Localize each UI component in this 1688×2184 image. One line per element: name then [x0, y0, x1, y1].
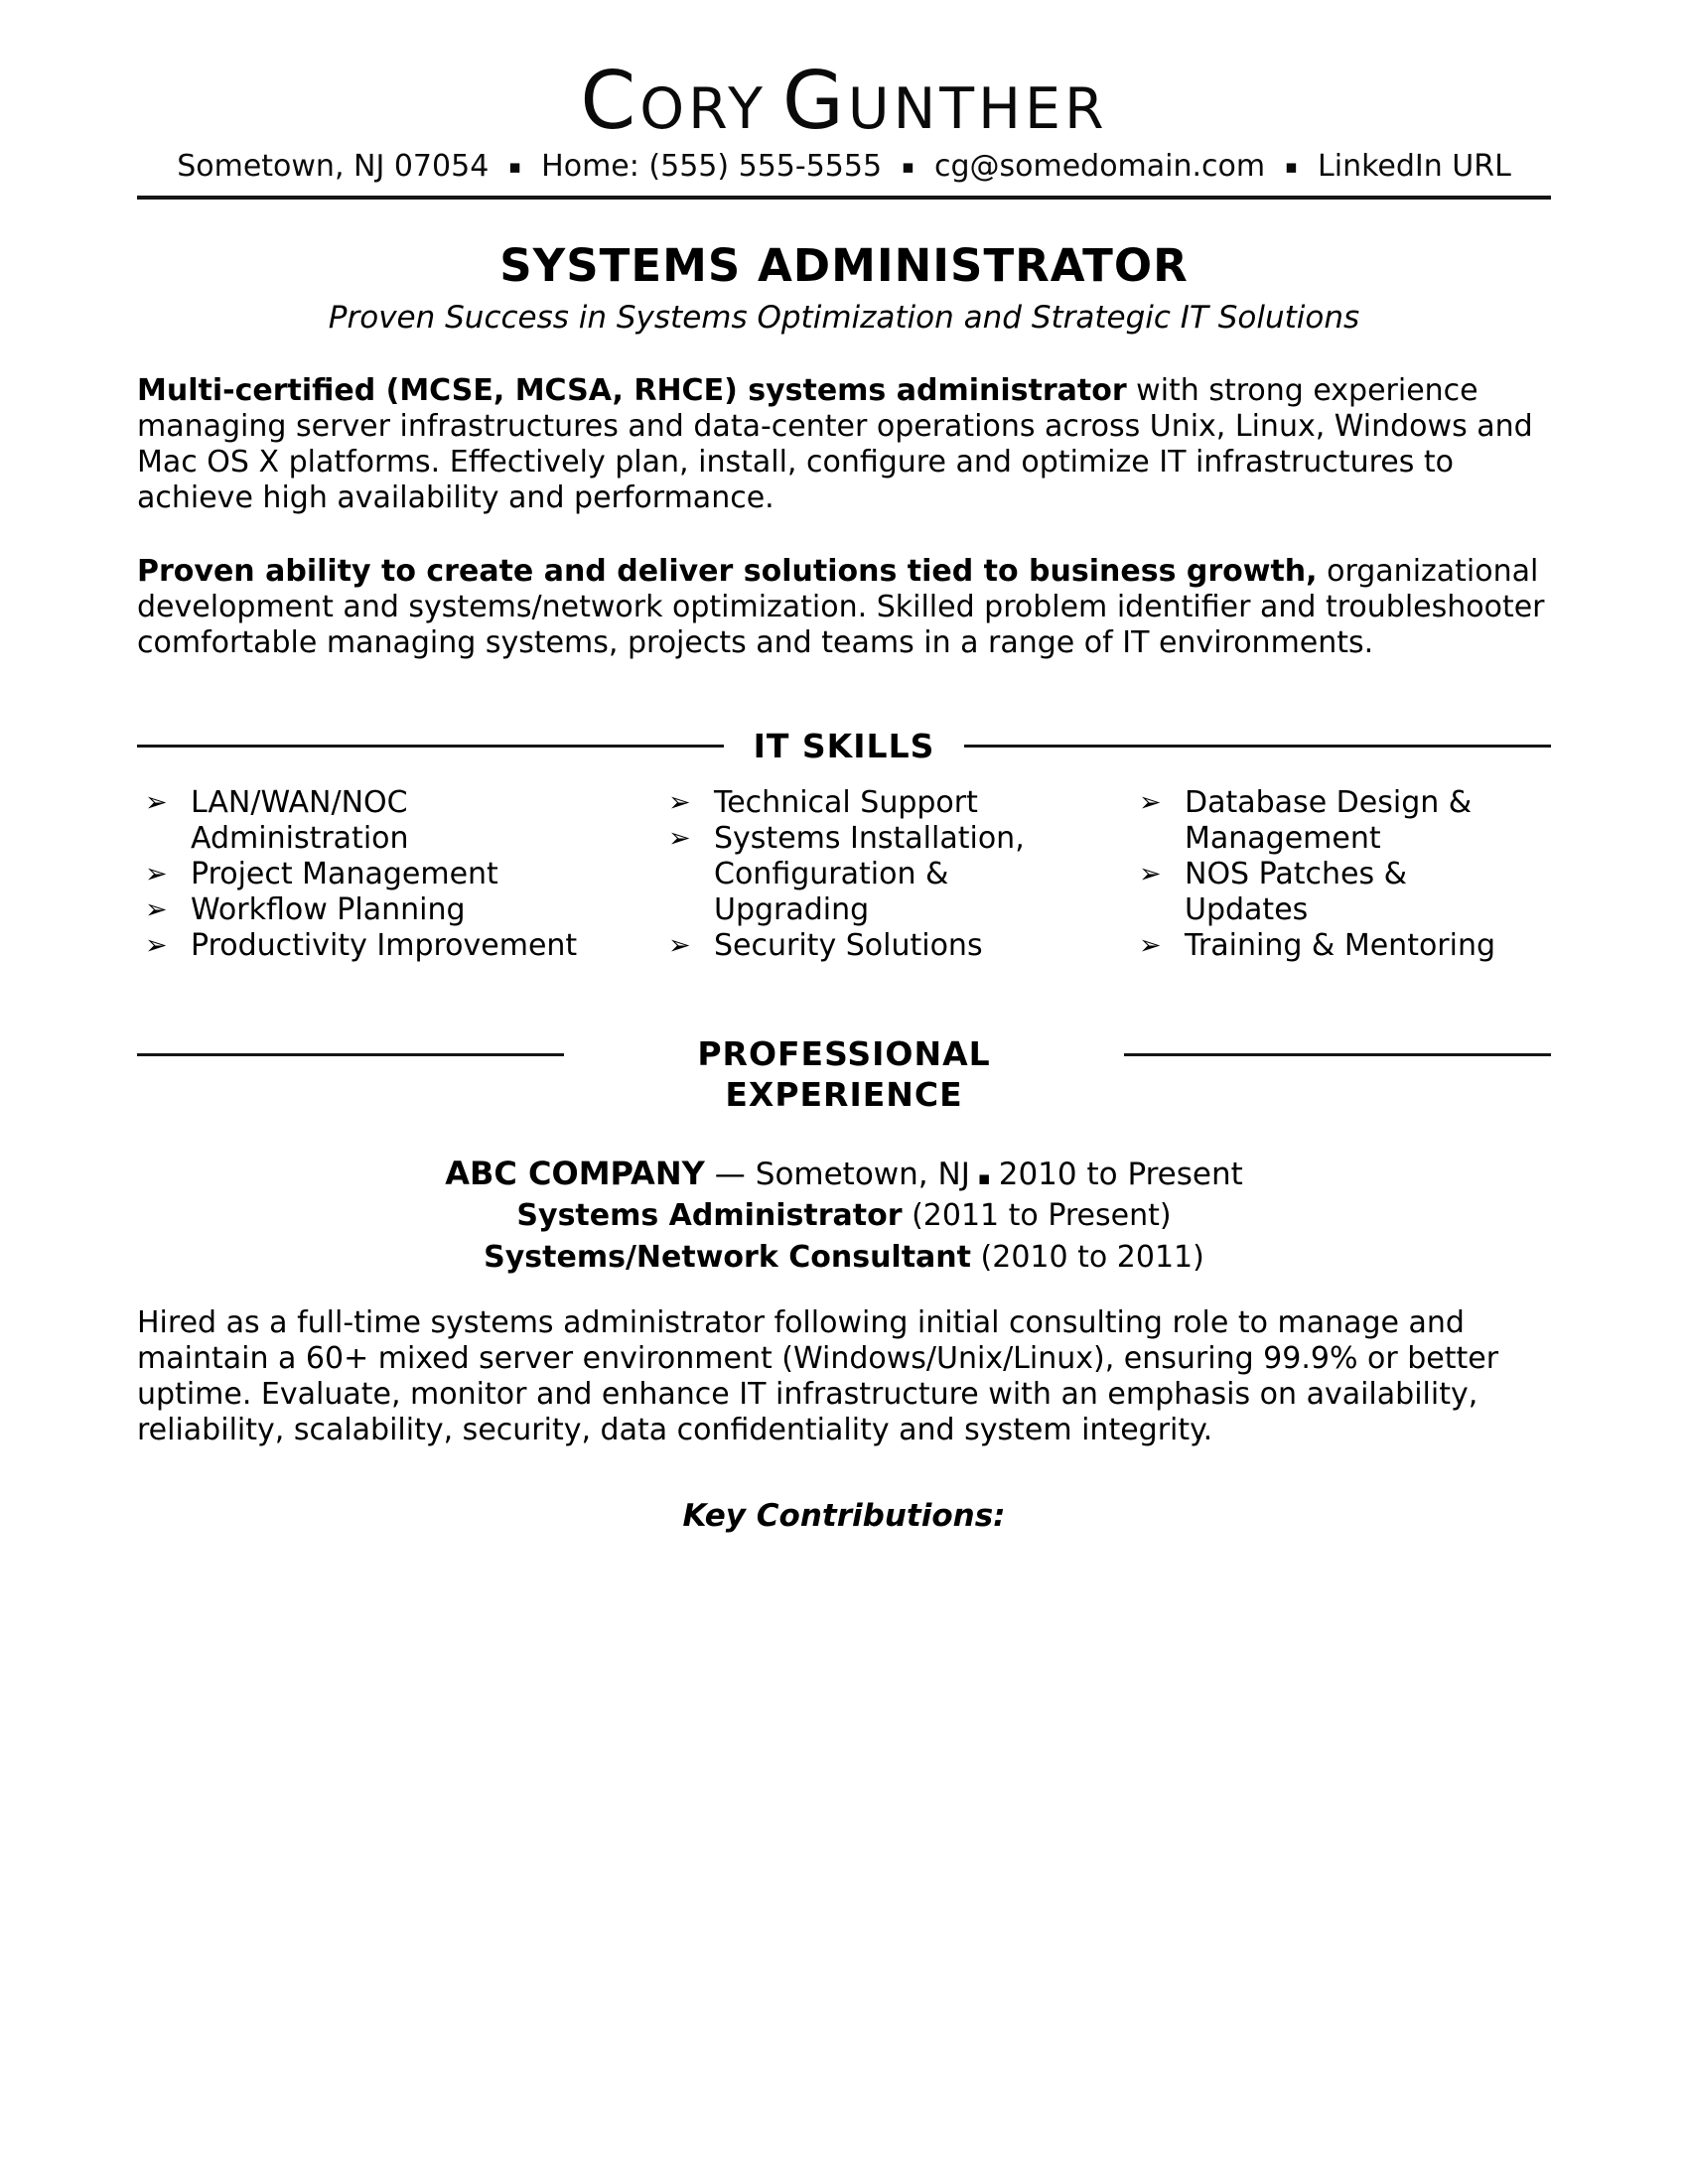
skills-column-3 — [1131, 785, 1551, 964]
arrow-bullet-icon: ➢ — [145, 859, 168, 889]
skills-list — [137, 785, 1551, 964]
square-bullet-icon: ▪ — [1285, 156, 1299, 178]
list-item — [1131, 785, 1551, 857]
list-item — [137, 857, 660, 892]
skills-column-2 — [660, 785, 1131, 964]
arrow-bullet-icon: ➢ — [145, 787, 168, 818]
arrow-bullet-icon: ➢ — [668, 930, 691, 961]
skill-label: Security Solutions — [714, 928, 983, 963]
em-dash: — — [714, 1157, 746, 1192]
list-item — [1131, 928, 1551, 964]
square-bullet-icon: ▪ — [977, 1167, 991, 1189]
arrow-bullet-icon: ➢ — [145, 930, 168, 961]
square-bullet-icon: ▪ — [508, 156, 522, 178]
skill-label: Technical Support — [714, 785, 978, 820]
summary-paragraph-1-lead: Multi-certified (MCSE, MCSA, RHCE) systems administrator — [137, 373, 1127, 408]
arrow-bullet-icon: ➢ — [668, 823, 691, 854]
company-dates: 2010 to Present — [998, 1157, 1243, 1192]
experience-heading — [594, 1033, 1094, 1115]
name-rest-first: ORY — [639, 76, 767, 142]
summary-section — [137, 373, 1551, 765]
skills-column-1 — [137, 785, 660, 964]
arrow-bullet-icon: ➢ — [1139, 930, 1162, 961]
skill-label: Workflow Planning — [191, 892, 466, 927]
role-line-2 — [137, 1240, 1551, 1276]
role-line-1 — [137, 1198, 1551, 1234]
it-skills-heading: IT SKILLS — [753, 727, 935, 765]
arrow-bullet-icon: ➢ — [668, 787, 691, 818]
list-item — [137, 892, 660, 928]
role-dates: (2011 to Present) — [912, 1198, 1172, 1233]
skill-label: Training & Mentoring — [1185, 928, 1496, 963]
skill-label: Project Management — [191, 857, 498, 891]
section-rule-left — [137, 1053, 564, 1056]
role-title: Systems Administrator — [516, 1198, 903, 1233]
square-bullet-icon: ▪ — [902, 156, 914, 178]
experience-heading-line1: PROFESSIONAL — [697, 1034, 991, 1073]
key-contributions-label: Key Contributions: — [682, 1498, 1006, 1534]
list-item — [660, 928, 1131, 964]
list-item — [660, 821, 1131, 928]
contact-email: cg@somedomain.com — [933, 149, 1266, 184]
summary-paragraph-1-body: with strong experience managing server infrastructures and data-center operations across Unix, Linux, Windows and Mac OS X platforms. Effectively plan, install, configure and optimize IT infrastructures to achieve high availability and performance. — [137, 373, 1533, 515]
list-item — [137, 785, 660, 857]
section-rule-left — [137, 745, 724, 748]
arrow-bullet-icon: ➢ — [1139, 787, 1162, 818]
summary-paragraph-2-body: organizational development and systems/network optimization. Skilled problem identifier and troubleshooter comfortable managing systems, projects and teams in a range of IT environments. — [137, 554, 1545, 660]
name-initial-last: G — [781, 55, 848, 147]
header-divider-rule — [137, 196, 1551, 200]
skill-label: LAN/WAN/NOC Administration — [191, 785, 409, 856]
list-item — [1131, 857, 1551, 928]
section-rule-right — [1124, 1053, 1551, 1056]
summary-paragraph-2-lead: Proven ability to create and deliver solutions tied to business growth, — [137, 554, 1318, 589]
company-location: Sometown, NJ — [755, 1157, 970, 1192]
arrow-bullet-icon: ➢ — [145, 894, 168, 925]
list-item — [137, 928, 660, 964]
role-title: Systems/Network Consultant — [484, 1240, 971, 1275]
name-initial-first: C — [580, 55, 640, 147]
arrow-bullet-icon: ➢ — [1139, 859, 1162, 889]
resume-tagline: Proven Success in Systems Optimization and Strategic IT Solutions — [328, 300, 1360, 336]
experience-description: Hired as a full-time systems administrator following initial consulting role to manage and maintain a 60+ mixed server environment (Windows/Unix/Linux), ensuring 99.9% or better uptime. Evaluate, monitor and enhance IT infrastructure with an emphasis on availability, reliability, scalability, security, data confidentiality and system integrity. — [137, 1305, 1499, 1447]
summary-paragraph-2 — [137, 554, 1551, 661]
list-item — [660, 785, 1131, 821]
role-dates: (2010 to 2011) — [980, 1240, 1204, 1275]
contact-line — [0, 149, 1688, 184]
resume-title: SYSTEMS ADMINISTRATOR — [499, 239, 1189, 292]
name-rest-last: UNTHER — [847, 76, 1108, 142]
it-skills-header — [137, 727, 1551, 765]
summary-paragraph-1 — [137, 373, 1551, 516]
skill-label: Systems Installation, Configuration & Upgrading — [714, 821, 1025, 927]
contact-location: Sometown, NJ 07054 — [177, 149, 490, 184]
contact-phone: Home: (555) 555-5555 — [541, 149, 883, 184]
company-line — [137, 1155, 1551, 1192]
person-name — [0, 0, 1688, 145]
skill-label: NOS Patches & Updates — [1185, 857, 1408, 927]
experience-section — [137, 1033, 1551, 1534]
skill-label: Productivity Improvement — [191, 928, 578, 963]
section-rule-right — [964, 745, 1551, 748]
experience-header — [137, 1033, 1551, 1115]
skill-label: Database Design & Management — [1185, 785, 1473, 856]
contact-linkedin: LinkedIn URL — [1318, 149, 1511, 184]
experience-heading-line2: EXPERIENCE — [725, 1075, 963, 1114]
company-name: ABC COMPANY — [445, 1155, 705, 1192]
